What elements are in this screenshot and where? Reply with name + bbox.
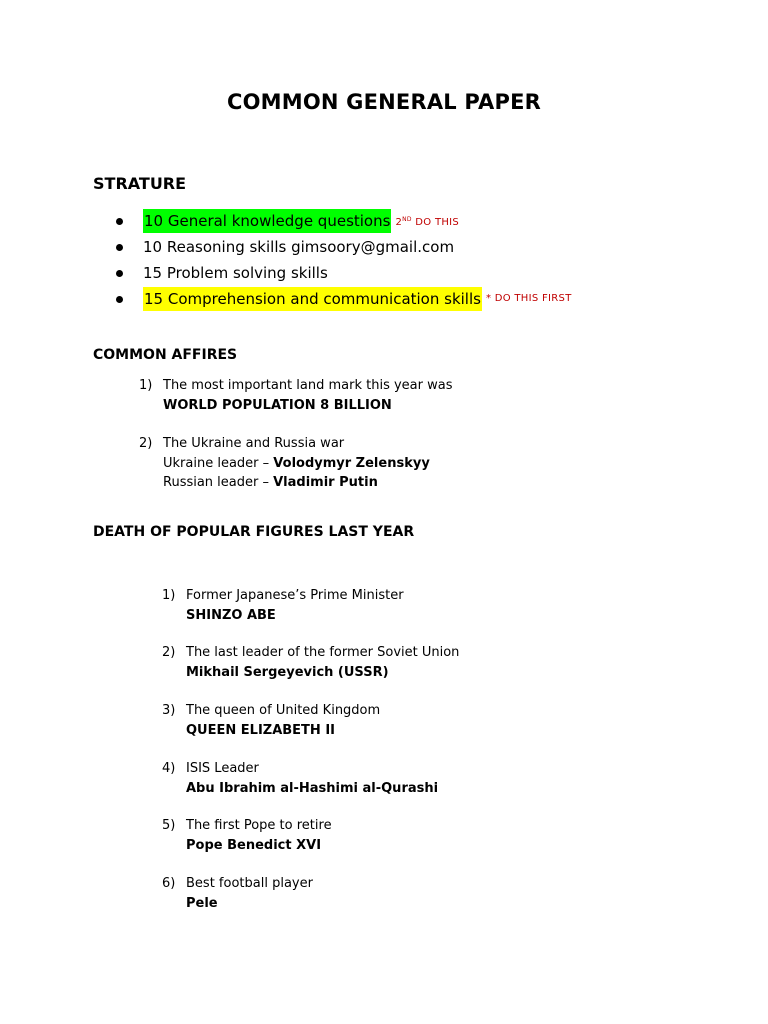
item-answer: SHINZO ABE xyxy=(186,607,276,623)
highlighted-text: 10 General knowledge questions xyxy=(143,209,391,233)
item-number: 5) xyxy=(162,818,176,833)
item-number: 1) xyxy=(162,588,176,603)
list-item xyxy=(112,208,572,234)
item-description: Former Japanese’s Prime Minister xyxy=(186,588,404,603)
item-answer: Abu Ibrahim al-Hashimi al-Qurashi xyxy=(186,780,439,796)
note-text: 2ND DO THIS xyxy=(395,215,460,228)
item-answer: WORLD POPULATION 8 BILLION xyxy=(163,397,392,413)
item-number: 6) xyxy=(162,876,176,891)
list-item xyxy=(112,234,572,260)
item-line: Russian leader – Vladimir Putin xyxy=(163,475,378,490)
item-answer: QUEEN ELIZABETH II xyxy=(186,722,335,738)
page-title: COMMON GENERAL PAPER xyxy=(226,90,542,114)
item-description: The first Pope to retire xyxy=(186,818,332,833)
structure-list xyxy=(112,208,572,312)
list-item xyxy=(112,286,572,312)
item-description: The queen of United Kingdom xyxy=(186,703,381,718)
item-line: Ukraine leader – Volodymyr Zelenskyy xyxy=(163,455,430,471)
item-answer: Pele xyxy=(186,895,218,911)
item-number: 1) xyxy=(139,378,153,393)
highlighted-text: 15 Comprehension and communication skills xyxy=(143,287,482,311)
bullet-icon xyxy=(116,218,123,225)
item-description: ISIS Leader xyxy=(186,761,259,776)
structure-heading: STRATURE xyxy=(93,174,187,193)
item-number: 2) xyxy=(139,436,153,451)
bullet-icon xyxy=(116,270,123,277)
item-number: 3) xyxy=(162,703,176,718)
bullet-icon xyxy=(116,296,123,303)
item-description: Best football player xyxy=(186,876,313,891)
item-description: The Ukraine and Russia war xyxy=(163,436,345,451)
note-text: * DO THIS FIRST xyxy=(485,293,572,304)
item-answer: Pope Benedict XVI xyxy=(186,837,322,853)
item-number: 2) xyxy=(162,645,176,660)
bullet-icon xyxy=(116,244,123,251)
item-answer: Mikhail Sergeyevich (USSR) xyxy=(186,664,389,680)
item-description: The most important land mark this year was xyxy=(163,378,453,393)
item-number: 4) xyxy=(162,761,176,776)
item-description: The last leader of the former Soviet Union xyxy=(186,645,460,660)
list-item xyxy=(112,260,572,286)
common-affairs-heading: COMMON AFFIRES xyxy=(93,347,238,363)
list-item-text: 15 Problem solving skills xyxy=(143,264,328,282)
list-item-text: 10 Reasoning skills gimsoory@gmail.com xyxy=(143,238,455,256)
deaths-heading: DEATH OF POPULAR FIGURES LAST YEAR xyxy=(93,524,415,540)
